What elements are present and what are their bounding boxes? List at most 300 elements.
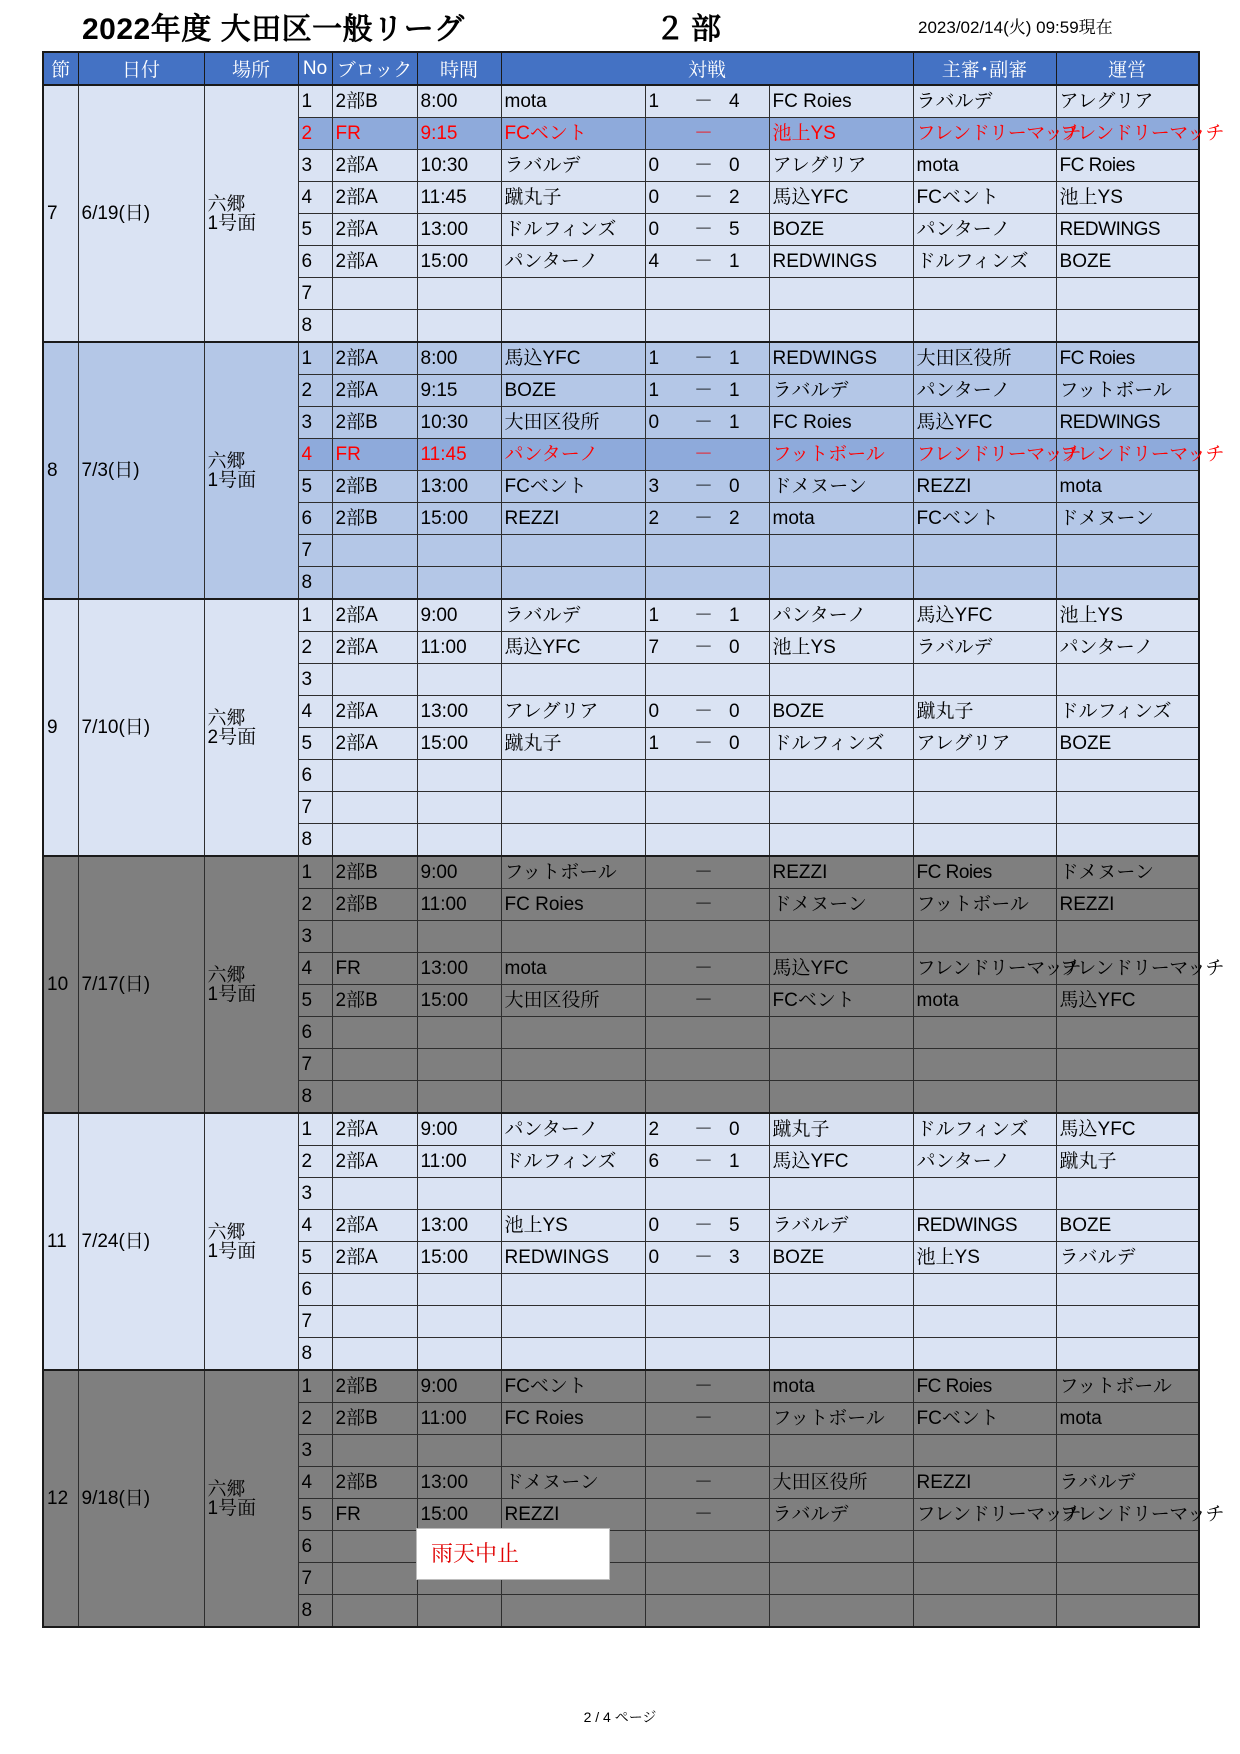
kickoff-time — [417, 567, 501, 600]
score-separator — [691, 567, 726, 600]
referee-team: FC Roies — [913, 1370, 1056, 1403]
operation-team: フレンドリーマッチ — [1056, 118, 1199, 150]
referee-team: 馬込YFC — [913, 599, 1056, 632]
referee-team: ラバルデ — [913, 85, 1056, 118]
block-label — [332, 1531, 417, 1563]
block-label: 2部A — [332, 342, 417, 375]
match-date: 9/18(日) — [78, 1370, 204, 1627]
home-team — [501, 824, 645, 857]
match-number: 4 — [298, 696, 332, 728]
home-score: 0 — [645, 407, 691, 439]
away-team: ラバルデ — [769, 1210, 913, 1242]
kickoff-time: 9:00 — [417, 1113, 501, 1146]
score-separator — [691, 1081, 726, 1114]
referee-team: ラバルデ — [913, 632, 1056, 664]
page-title: 2022年度 大田区一般リーグ — [82, 13, 465, 46]
away-team: パンターノ — [769, 599, 913, 632]
away-team — [769, 1338, 913, 1371]
home-score — [645, 921, 691, 953]
venue-line: 1号面 — [207, 983, 257, 1005]
match-number: 8 — [298, 567, 332, 600]
away-score — [726, 1499, 769, 1531]
block-label — [332, 1178, 417, 1210]
kickoff-time: 11:00 — [417, 1403, 501, 1435]
referee-team: フレンドリーマッチ — [913, 439, 1056, 471]
referee-team: mota — [913, 150, 1056, 182]
referee-team: フレンドリーマッチ — [913, 118, 1056, 150]
home-team — [501, 1435, 645, 1467]
home-team: 馬込YFC — [501, 632, 645, 664]
away-score — [726, 535, 769, 567]
away-score: 2 — [726, 182, 769, 214]
home-score — [645, 1081, 691, 1114]
away-score — [726, 856, 769, 889]
away-score — [726, 953, 769, 985]
score-separator: － — [691, 503, 726, 535]
score-separator — [691, 1178, 726, 1210]
away-team — [769, 1531, 913, 1563]
away-team: ドルフィンズ — [769, 728, 913, 760]
kickoff-time — [417, 1049, 501, 1081]
operation-team — [1056, 1049, 1199, 1081]
kickoff-time: 9:15 — [417, 375, 501, 407]
away-team: フットボール — [769, 1403, 913, 1435]
match-number: 6 — [298, 1531, 332, 1563]
referee-team: パンターノ — [913, 214, 1056, 246]
operation-team — [1056, 278, 1199, 310]
block-label — [332, 792, 417, 824]
match-row — [43, 599, 1199, 632]
kickoff-time — [417, 921, 501, 953]
match-number: 7 — [298, 278, 332, 310]
away-score — [726, 1370, 769, 1403]
home-team — [501, 921, 645, 953]
score-separator: － — [691, 150, 726, 182]
block-label: 2部A — [332, 632, 417, 664]
match-number: 4 — [298, 1467, 332, 1499]
home-score: 1 — [645, 599, 691, 632]
away-team — [769, 792, 913, 824]
referee-team: フレンドリーマッチ — [913, 1499, 1056, 1531]
away-score: 0 — [726, 150, 769, 182]
match-number: 7 — [298, 1049, 332, 1081]
updated-timestamp: 2023/02/14(火) 09:59現在 — [918, 18, 1113, 37]
referee-team — [913, 567, 1056, 600]
away-score — [726, 1595, 769, 1628]
referee-team: REZZI — [913, 471, 1056, 503]
kickoff-time: 11:45 — [417, 439, 501, 471]
away-score — [726, 921, 769, 953]
match-number: 5 — [298, 985, 332, 1017]
operation-team: 馬込YFC — [1056, 985, 1199, 1017]
away-team: mota — [769, 1370, 913, 1403]
away-team: BOZE — [769, 1242, 913, 1274]
referee-team — [913, 1531, 1056, 1563]
venue-line: 1号面 — [207, 469, 257, 491]
home-score — [645, 1499, 691, 1531]
home-score: 0 — [645, 1210, 691, 1242]
kickoff-time — [417, 278, 501, 310]
match-number: 4 — [298, 1210, 332, 1242]
away-team: FC Roies — [769, 85, 913, 118]
block-label — [332, 1435, 417, 1467]
match-number: 6 — [298, 760, 332, 792]
away-team: mota — [769, 503, 913, 535]
venue-line: 六郷 — [207, 1221, 246, 1243]
match-number: 1 — [298, 599, 332, 632]
kickoff-time — [417, 760, 501, 792]
match-number: 2 — [298, 118, 332, 150]
block-label — [332, 921, 417, 953]
home-team: 大田区役所 — [501, 985, 645, 1017]
home-team: FCベント — [501, 118, 645, 150]
score-separator: － — [691, 1210, 726, 1242]
match-number: 1 — [298, 85, 332, 118]
score-separator: － — [691, 889, 726, 921]
home-score: 6 — [645, 1146, 691, 1178]
section-number: 12 — [43, 1370, 78, 1627]
referee-team: パンターノ — [913, 375, 1056, 407]
away-team: REDWINGS — [769, 342, 913, 375]
match-number: 2 — [298, 1403, 332, 1435]
away-score: 1 — [726, 246, 769, 278]
home-team: mota — [501, 85, 645, 118]
kickoff-time — [417, 1338, 501, 1371]
score-separator — [691, 1338, 726, 1371]
match-row — [43, 342, 1199, 375]
home-score: 0 — [645, 1242, 691, 1274]
score-separator: － — [691, 246, 726, 278]
block-label — [332, 664, 417, 696]
away-team — [769, 310, 913, 343]
kickoff-time: 15:00 — [417, 728, 501, 760]
kickoff-time: 13:00 — [417, 1210, 501, 1242]
block-label: 2部A — [332, 150, 417, 182]
match-number: 6 — [298, 1017, 332, 1049]
block-label — [332, 824, 417, 857]
home-score — [645, 953, 691, 985]
score-separator: － — [691, 214, 726, 246]
match-number: 2 — [298, 889, 332, 921]
score-separator: － — [691, 182, 726, 214]
score-separator: － — [691, 632, 726, 664]
match-venue — [204, 85, 298, 342]
home-team: REZZI — [501, 503, 645, 535]
home-score — [645, 664, 691, 696]
referee-team: パンターノ — [913, 1146, 1056, 1178]
operation-team: REDWINGS — [1056, 407, 1199, 439]
referee-team — [913, 824, 1056, 857]
away-score — [726, 1178, 769, 1210]
block-label: 2部A — [332, 375, 417, 407]
home-score — [645, 1467, 691, 1499]
score-separator: － — [691, 1370, 726, 1403]
home-score: 4 — [645, 246, 691, 278]
home-team: FC Roies — [501, 1403, 645, 1435]
operation-team: フレンドリーマッチ — [1056, 953, 1199, 985]
home-team — [501, 664, 645, 696]
referee-team — [913, 1435, 1056, 1467]
referee-team — [913, 1563, 1056, 1595]
home-score — [645, 760, 691, 792]
operation-team: mota — [1056, 471, 1199, 503]
away-team — [769, 1435, 913, 1467]
away-team: BOZE — [769, 214, 913, 246]
venue-line: 六郷 — [207, 964, 246, 986]
home-team: ラバルデ — [501, 599, 645, 632]
kickoff-time: 11:00 — [417, 1146, 501, 1178]
home-score — [645, 567, 691, 600]
home-team: FCベント — [501, 1370, 645, 1403]
operation-team: mota — [1056, 1403, 1199, 1435]
match-date: 7/3(日) — [78, 342, 204, 599]
score-separator: － — [691, 85, 726, 118]
match-venue — [204, 856, 298, 1113]
block-label: 2部B — [332, 407, 417, 439]
away-team: FCベント — [769, 985, 913, 1017]
operation-team — [1056, 921, 1199, 953]
referee-team: ドルフィンズ — [913, 246, 1056, 278]
home-team — [501, 1017, 645, 1049]
header-row — [43, 52, 1199, 85]
home-score: 2 — [645, 1113, 691, 1146]
operation-team — [1056, 535, 1199, 567]
home-team — [501, 1595, 645, 1628]
home-score — [645, 1595, 691, 1628]
kickoff-time — [417, 1017, 501, 1049]
kickoff-time: 15:00 — [417, 1499, 501, 1531]
away-team — [769, 1178, 913, 1210]
block-label — [332, 535, 417, 567]
score-separator: － — [691, 1242, 726, 1274]
score-separator: － — [691, 1499, 726, 1531]
venue-line: 六郷 — [207, 1478, 246, 1500]
kickoff-time: 15:00 — [417, 503, 501, 535]
away-team: 馬込YFC — [769, 1146, 913, 1178]
away-score — [726, 664, 769, 696]
home-team: フットボール — [501, 856, 645, 889]
kickoff-time — [417, 1435, 501, 1467]
away-score: 1 — [726, 407, 769, 439]
venue-line: 六郷 — [207, 450, 246, 472]
away-team — [769, 1595, 913, 1628]
kickoff-time: 9:00 — [417, 599, 501, 632]
home-team: 蹴丸子 — [501, 182, 645, 214]
home-score — [645, 856, 691, 889]
away-team — [769, 1563, 913, 1595]
away-team: 馬込YFC — [769, 182, 913, 214]
referee-team — [913, 921, 1056, 953]
operation-team — [1056, 1563, 1199, 1595]
home-team: パンターノ — [501, 1113, 645, 1146]
home-score — [645, 1178, 691, 1210]
home-team — [501, 310, 645, 343]
score-separator: － — [691, 953, 726, 985]
header-date: 日付 — [78, 52, 204, 85]
away-score — [726, 760, 769, 792]
block-label: 2部A — [332, 599, 417, 632]
operation-team — [1056, 1274, 1199, 1306]
score-separator: － — [691, 407, 726, 439]
block-label: 2部B — [332, 1403, 417, 1435]
home-team: REZZI — [501, 1499, 645, 1531]
home-score — [645, 1531, 691, 1563]
header-setsu: 節 — [43, 52, 78, 85]
match-number: 3 — [298, 921, 332, 953]
score-separator — [691, 310, 726, 343]
operation-team — [1056, 1531, 1199, 1563]
home-team — [501, 1081, 645, 1114]
section-number: 8 — [43, 342, 78, 599]
score-separator: － — [691, 1146, 726, 1178]
away-score — [726, 1338, 769, 1371]
match-date: 7/17(日) — [78, 856, 204, 1113]
operation-team: 馬込YFC — [1056, 1113, 1199, 1146]
operation-team: フットボール — [1056, 375, 1199, 407]
block-label: 2部A — [332, 1210, 417, 1242]
score-separator — [691, 278, 726, 310]
away-score: 5 — [726, 1210, 769, 1242]
kickoff-time: 13:00 — [417, 1467, 501, 1499]
kickoff-time: 13:00 — [417, 471, 501, 503]
match-number: 3 — [298, 150, 332, 182]
home-team: パンターノ — [501, 246, 645, 278]
away-team: アレグリア — [769, 150, 913, 182]
block-label — [332, 310, 417, 343]
home-team: ラバルデ — [501, 150, 645, 182]
operation-team: フレンドリーマッチ — [1056, 1499, 1199, 1531]
referee-team: 池上YS — [913, 1242, 1056, 1274]
header-block: ブロック — [332, 52, 417, 85]
away-team — [769, 1306, 913, 1338]
block-label: 2部A — [332, 696, 417, 728]
away-score — [726, 1274, 769, 1306]
operation-team: ラバルデ — [1056, 1467, 1199, 1499]
schedule-table — [42, 51, 1225, 1628]
home-team — [501, 1049, 645, 1081]
match-number: 7 — [298, 535, 332, 567]
home-score — [645, 1435, 691, 1467]
score-separator: － — [691, 696, 726, 728]
match-number: 8 — [298, 1338, 332, 1371]
referee-team — [913, 535, 1056, 567]
block-label — [332, 278, 417, 310]
referee-team — [913, 1338, 1056, 1371]
score-separator: － — [691, 599, 726, 632]
referee-team: 馬込YFC — [913, 407, 1056, 439]
home-score — [645, 310, 691, 343]
home-team: FCベント — [501, 471, 645, 503]
away-score: 0 — [726, 632, 769, 664]
block-label: 2部B — [332, 856, 417, 889]
home-team: ドルフィンズ — [501, 1146, 645, 1178]
match-number: 5 — [298, 728, 332, 760]
referee-team — [913, 278, 1056, 310]
score-separator: － — [691, 342, 726, 375]
block-label — [332, 1049, 417, 1081]
venue-line: 六郷 — [207, 193, 246, 215]
kickoff-time — [417, 1081, 501, 1114]
kickoff-time — [417, 792, 501, 824]
match-number: 7 — [298, 792, 332, 824]
away-team: 馬込YFC — [769, 953, 913, 985]
away-team — [769, 567, 913, 600]
home-team: パンターノ — [501, 439, 645, 471]
block-label: FR — [332, 439, 417, 471]
kickoff-time — [417, 535, 501, 567]
away-team — [769, 1274, 913, 1306]
referee-team — [913, 1595, 1056, 1628]
match-number: 5 — [298, 214, 332, 246]
referee-team — [913, 1017, 1056, 1049]
away-team: REZZI — [769, 856, 913, 889]
away-score: 0 — [726, 471, 769, 503]
venue-line: 六郷 — [207, 707, 246, 729]
match-number: 6 — [298, 1274, 332, 1306]
operation-team — [1056, 760, 1199, 792]
home-team — [501, 567, 645, 600]
score-separator: － — [691, 856, 726, 889]
score-separator: － — [691, 1467, 726, 1499]
away-score — [726, 1017, 769, 1049]
kickoff-time: 10:30 — [417, 407, 501, 439]
block-label: 2部A — [332, 182, 417, 214]
home-score — [645, 889, 691, 921]
home-score — [645, 1017, 691, 1049]
venue-line: 1号面 — [207, 1240, 257, 1262]
block-label — [332, 1563, 417, 1595]
block-label: 2部A — [332, 1242, 417, 1274]
away-team — [769, 1017, 913, 1049]
referee-team — [913, 1306, 1056, 1338]
referee-team: 蹴丸子 — [913, 696, 1056, 728]
home-score — [645, 1563, 691, 1595]
match-number: 8 — [298, 1595, 332, 1628]
kickoff-time: 13:00 — [417, 953, 501, 985]
match-number: 1 — [298, 1113, 332, 1146]
referee-team: REDWINGS — [913, 1210, 1056, 1242]
home-team — [501, 792, 645, 824]
match-number: 3 — [298, 1178, 332, 1210]
match-number: 2 — [298, 632, 332, 664]
score-separator: － — [691, 728, 726, 760]
score-separator: － — [691, 985, 726, 1017]
referee-team: アレグリア — [913, 728, 1056, 760]
block-label: FR — [332, 118, 417, 150]
score-separator — [691, 664, 726, 696]
operation-team: ラバルデ — [1056, 1242, 1199, 1274]
kickoff-time — [417, 824, 501, 857]
division-label: ２部 — [655, 13, 727, 46]
operation-team: アレグリア — [1056, 85, 1199, 118]
away-team: フットボール — [769, 439, 913, 471]
away-score — [726, 118, 769, 150]
page-number: 2 / 4 ページ — [583, 1709, 657, 1725]
operation-team: BOZE — [1056, 1210, 1199, 1242]
away-team: 池上YS — [769, 118, 913, 150]
score-separator — [691, 760, 726, 792]
score-separator: － — [691, 1403, 726, 1435]
home-score: 0 — [645, 214, 691, 246]
header-referee: 主審･副審 — [913, 52, 1056, 85]
referee-team — [913, 1274, 1056, 1306]
score-separator — [691, 1049, 726, 1081]
operation-team: FC Roies — [1056, 150, 1199, 182]
match-number: 3 — [298, 407, 332, 439]
score-separator — [691, 921, 726, 953]
operation-team: ドルフィンズ — [1056, 696, 1199, 728]
home-team: ドルフィンズ — [501, 214, 645, 246]
